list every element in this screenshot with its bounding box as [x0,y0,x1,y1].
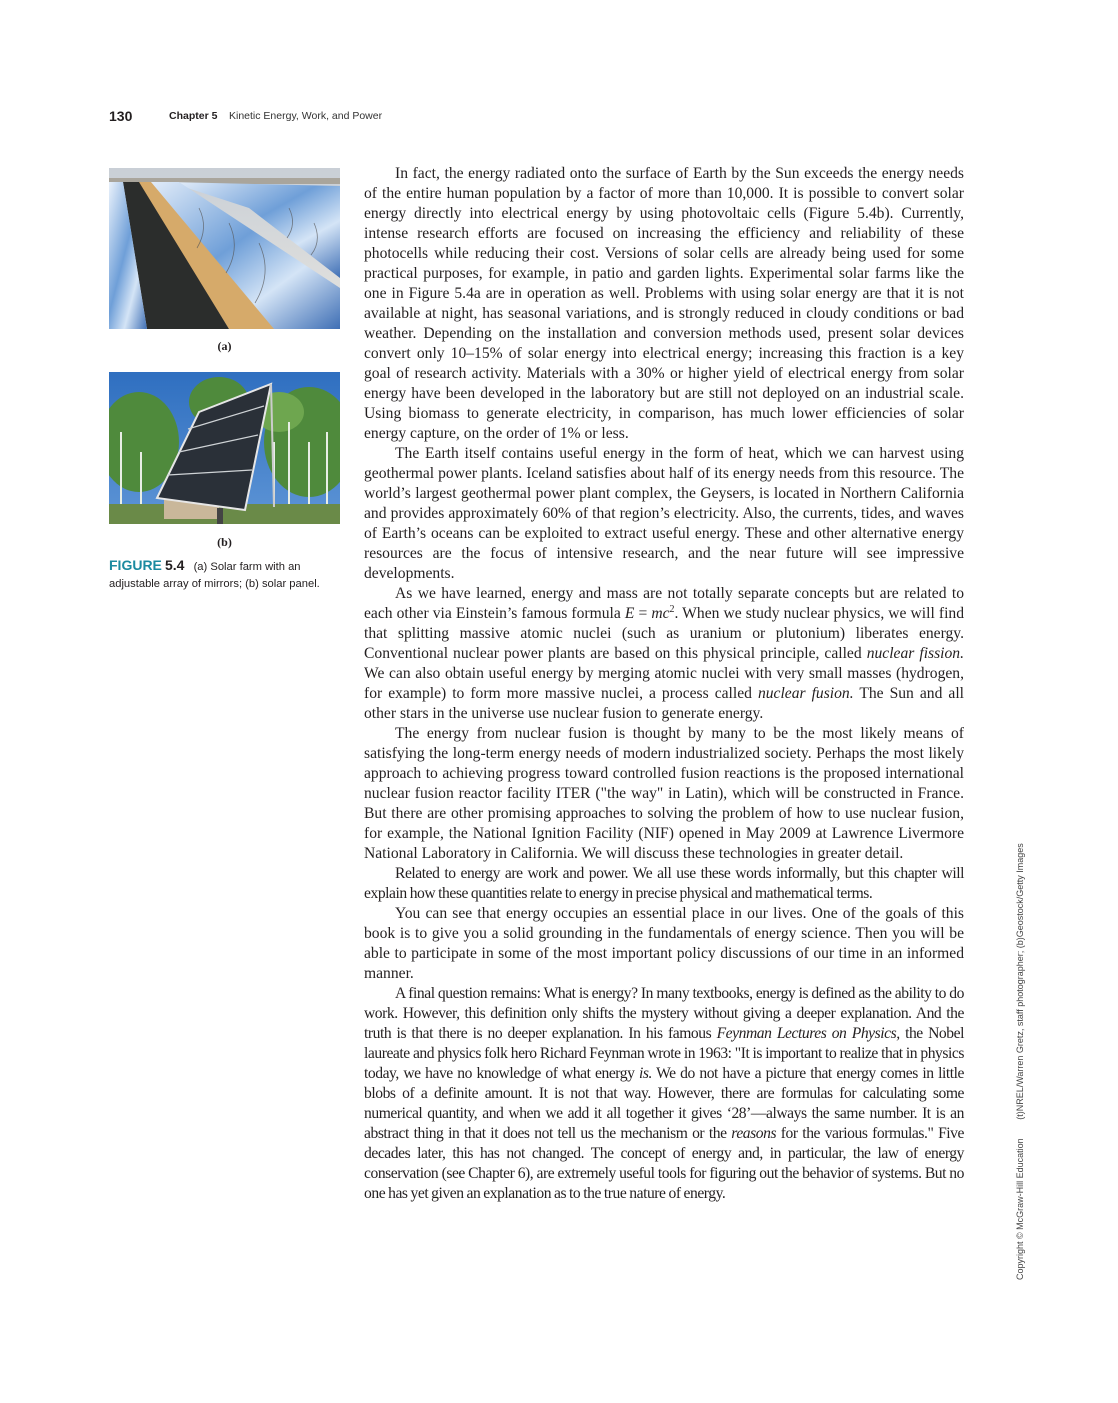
term-nuclear-fusion: nuclear fusion. [757,685,854,702]
side-credit-line [1015,843,1025,1280]
paragraph-energy-text-1: A final question remains: What is energy? In many textbooks, energy is defined as the ability to do work. However, this definition only shifts the mystery without giving a deeper explanation. And the truth is that there is no deeper explanation. In his famous [364,985,964,1042]
figure-caption [109,557,349,593]
book-title: Feynman Lectures on Physics, [716,1025,900,1042]
paragraph-energy-text-3: We do not have a picture that energy comes in little blobs of a definite amount. It is not that way. However, there are formulas for calculating some numerical quantity, and when we add it all together it gives ‘28’—always the same number. It is an abstract thing in that it does not tell us the mechanism or the [364,1065,964,1142]
figure-caption-text: (a) Solar farm with an adjustable array of mirrors; (b) solar panel. [109,561,320,590]
paragraph-nuclear-text-2: . When we study nuclear physics, we will find that splitting massive atomic nuclei (such as uranium or plutonium) liberates energy. Conventional nuclear power plants are based on this physical principle, called [364,605,964,662]
paragraph-nuclear [364,584,964,724]
paragraph-fusion: The energy from nuclear fusion is thought by many to be the most likely means of satisfying the long-term energy needs of modern industrialized society. Perhaps the most likely approach to achieving progress toward controlled fusion reactions is the proposed international nuclear fusion reactor facility ITER ("the way" in Latin), which will be constructed in France. But there are other promising approaches to solving the problem of how to use nuclear fusion, for example, the National Ignition Facility (NIF) opened in May 2009 at Lawrence Livermore National Laboratory in California. We will discuss these technologies in greater detail. [364,725,964,862]
chapter-label: Chapter 5 [169,110,218,122]
paragraph-work-power: Related to energy are work and power. We all use these words informally, but this chapter will explain how these quantities relate to energy in precise physical and mathematical terms. [364,865,964,902]
solar-panel-illustration [109,372,340,524]
figure-caption-number: 5.4 [165,557,185,573]
formula-mc: mc [651,605,670,622]
formula-exponent: 2 [669,603,675,615]
paragraph-energy-text-4: for the various formulas." Five decades later, this has not changed. The concept of energy and, in particular, the law of energy conservation (see Chapter 6), are extremely useful tools for figuring out the behavior of systems. But no one has yet given an explanation as to the true nature of energy. [364,1125,964,1202]
page-number: 130 [109,108,133,124]
body-text [364,164,964,1204]
term-nuclear-fission: nuclear fission. [866,645,964,662]
paragraph-nuclear-text-4: The Sun and all other stars in the universe use nuclear fusion to generate energy. [364,685,964,722]
paragraph-goals: You can see that energy occupies an essential place in our lives. One of the goals of this book is to give you a solid grounding in the fundamentals of energy science. Then you will be able to participate in some of the most important policy discussions of our time in an informed manner. [364,905,964,982]
figure-panel-a-label: (a) [217,339,232,353]
figure-photo-solar-panel [109,372,340,524]
formula-equals: = [634,605,652,622]
emphasis-reasons: reasons [731,1125,777,1142]
paragraph-geothermal: The Earth itself contains useful energy in the form of heat, which we can harvest using geothermal power plants. Iceland satisfies about half of its energy needs from this resource. The world’s largest geothermal power plant complex, the Geysers, is located in Northern California and provides approximately 60% of that region’s electricity. Also, the currents, tides, and waves of Earth’s oceans can be exploited to extract useful energy. These and other alternative energy resources are the focus of intensive research, and the near future will see impressive developments. [364,445,964,582]
paragraph-nuclear-text-1: As we have learned, energy and mass are not totally separate concepts but are related to each other via Einstein’s famous formula [364,585,964,622]
figure-caption-word: FIGURE [109,557,162,573]
solar-farm-illustration [109,168,340,329]
figure-panel-b-label: (b) [217,535,232,549]
paragraph-nuclear-text-3: We can also obtain useful energy by merging atomic nuclei with very small masses (hydrogen, for example) to form more massive nuclei, a process called [364,665,964,702]
chapter-title: Kinetic Energy, Work, and Power [229,110,383,122]
emphasis-is: is. [638,1065,652,1082]
paragraph-what-is-energy [364,984,964,1204]
paragraph-solar: In fact, the energy radiated onto the surface of Earth by the Sun exceeds the energy needs of the entire human population by a factor of more than 10,000. It is possible to convert solar energy directly into electrical energy by using photovoltaic cells (Figure 5.4b). Currently, intense research efforts are focused on increasing the efficiency and reliability of these photocells while reducing their cost. Versions of solar cells are already being used for some practical purposes, for example, in patio and garden lights. Experimental solar farms like the one in Figure 5.4a are in operation as well. Problems with using solar energy are that it is not available at night, has seasonal variations, and is strongly reduced in cloudy conditions or bad weather. Depending on the installation and conversion methods used, present solar devices convert only 10–15% of solar energy into electrical energy; increasing this fraction is a key goal of research activity. Materials with a 30% or higher yield of electrical energy from solar energy have been developed in the laboratory but are still not deployed on an industrial scale. Using biomass to generate electricity, in comparison, has much lower efficiencies of solar energy capture, on the order of 1% or less. [364,165,964,442]
figure-photo-solar-farm [109,168,340,329]
formula-energy: E [624,605,635,622]
paragraph-energy-text-2: the Nobel laureate and physics folk hero Richard Feynman wrote in 1963: "It is important to realize that in physics today, we have no knowledge of what energy [364,1025,964,1082]
copyright-notice: Copyright © McGraw-Hill Education [1015,1138,1025,1280]
photo-credits: (t)NREL/Warren Gretz, staff photographer; (b)Geostock/Getty Images [1015,843,1025,1120]
